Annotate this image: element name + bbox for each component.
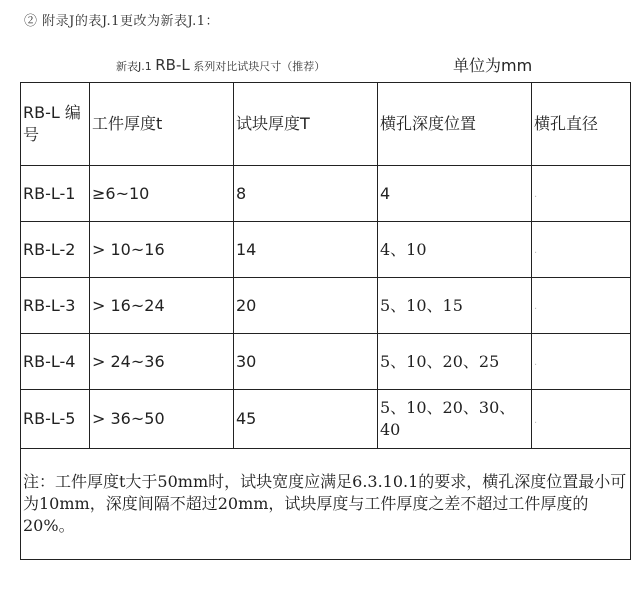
header-hole-diameter: 横孔直径 <box>532 83 631 166</box>
table-row <box>21 390 631 449</box>
cell-block: 14 <box>234 222 378 278</box>
cell-id: RB-L-5 <box>21 390 90 449</box>
cell-diameter: . <box>532 166 631 222</box>
cell-depth: 4 <box>378 166 532 222</box>
cell-id: RB-L-3 <box>21 278 90 334</box>
cell-diameter: . <box>532 222 631 278</box>
table-row <box>21 166 631 222</box>
table-header-row <box>21 83 631 166</box>
cell-block: 45 <box>234 390 378 449</box>
cell-id: RB-L-2 <box>21 222 90 278</box>
header-id: RB-L 编号 <box>21 83 90 166</box>
cell-id: RB-L-1 <box>21 166 90 222</box>
header-block-thickness: 试块厚度T <box>234 83 378 166</box>
cell-depth: 4、10 <box>378 222 532 278</box>
cell-thickness: ≥6~10 <box>90 166 234 222</box>
table-note: 注：工件厚度t大于50mm时，试块宽度应满足6.3.10.1的要求，横孔深度位置最小可为10mm，深度间隔不超过20mm，试块厚度与工件厚度之差不超过工件厚度的20%。 <box>21 449 631 560</box>
header-workpiece-thickness: 工件厚度t <box>90 83 234 166</box>
cell-depth: 5、10、15 <box>378 278 532 334</box>
cell-thickness: > 24~36 <box>90 334 234 390</box>
caption-model: RB-L <box>155 56 190 74</box>
cell-diameter: . <box>532 334 631 390</box>
cell-diameter: . <box>532 278 631 334</box>
header-hole-depth: 横孔深度位置 <box>378 83 532 166</box>
cell-thickness: > 10~16 <box>90 222 234 278</box>
unit-label: 单位为mm <box>453 56 533 75</box>
table-caption <box>116 56 325 74</box>
cell-thickness: > 36~50 <box>90 390 234 449</box>
cell-diameter: . <box>532 390 631 449</box>
table-note-row <box>21 449 631 560</box>
cell-block: 30 <box>234 334 378 390</box>
intro-text: ② 附录J的表J.1更改为新表J.1： <box>24 14 220 29</box>
cell-thickness: > 16~24 <box>90 278 234 334</box>
cell-depth: 5、10、20、30、40 <box>378 390 532 449</box>
cell-block: 20 <box>234 278 378 334</box>
table-row <box>21 334 631 390</box>
cell-depth: 5、10、20、25 <box>378 334 532 390</box>
caption-suffix: 系列对比试块尺寸（推荐） <box>193 60 326 73</box>
cell-id: RB-L-4 <box>21 334 90 390</box>
spec-table <box>20 82 631 560</box>
table-row <box>21 278 631 334</box>
cell-block: 8 <box>234 166 378 222</box>
table-row <box>21 222 631 278</box>
caption-prefix: 新表J.1 <box>116 60 152 73</box>
